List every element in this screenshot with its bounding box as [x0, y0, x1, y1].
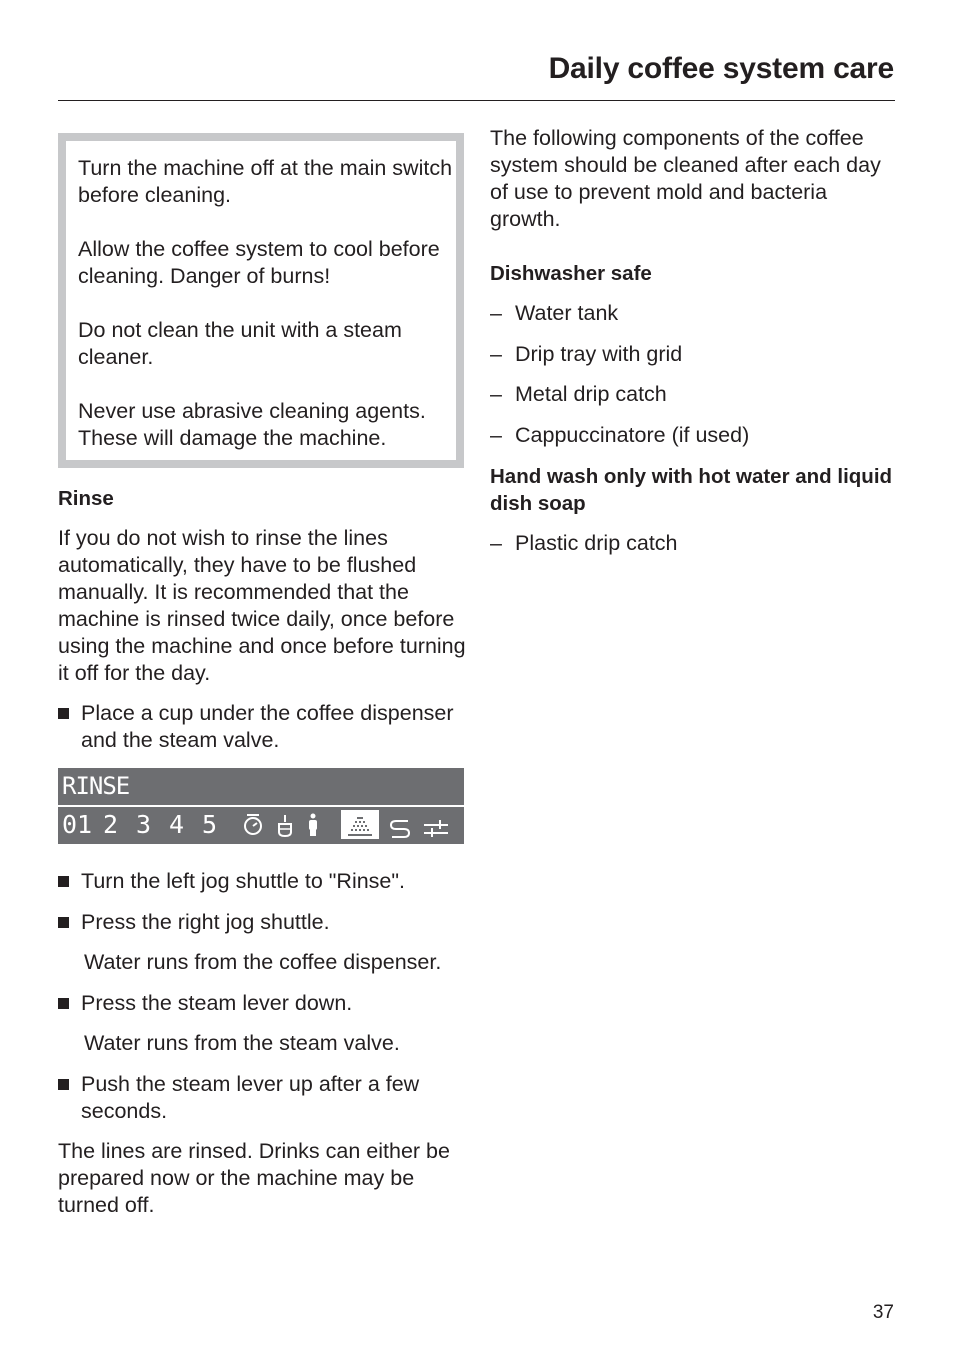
- warning-box: [58, 133, 464, 468]
- list-item-text: Water tank: [515, 301, 619, 325]
- list-item: [490, 422, 900, 449]
- handwash-list: [490, 530, 900, 557]
- list-item-text: Drip tray with grid: [515, 341, 683, 366]
- dash-marker: –: [490, 301, 502, 325]
- display-digit: 4: [169, 810, 185, 839]
- settings-sliders-icon: [422, 817, 450, 839]
- step-text: Place a cup under the coffee dispenser and the steam valve.: [81, 701, 454, 752]
- step-result: Water runs from the steam valve.: [84, 1031, 400, 1055]
- components-intro: The following components of the coffee system should be cleaned after each day of use to prevent mold and bacteria growth.: [490, 126, 881, 231]
- step-text: Push the steam lever up after a few seconds.: [81, 1071, 420, 1123]
- list-item-text: Cappuccinatore (if used): [515, 422, 750, 447]
- right-column: [490, 125, 900, 570]
- display-digit: 3: [136, 810, 152, 839]
- bullet-square-icon: [58, 998, 69, 1009]
- display-digit: 5: [202, 810, 218, 839]
- step-list: [58, 868, 468, 936]
- dash-marker: –: [490, 422, 502, 447]
- step-item: [58, 700, 468, 754]
- machine-display: [58, 768, 464, 844]
- dash-marker: –: [490, 530, 502, 555]
- list-item: [490, 341, 900, 368]
- pot-icon: [276, 813, 294, 837]
- display-menu-row: [58, 807, 464, 844]
- list-item: [490, 530, 900, 557]
- bullet-square-icon: [58, 708, 69, 719]
- list-item-text: Metal drip catch: [515, 382, 667, 406]
- timer-icon: [242, 813, 264, 837]
- list-item: [490, 381, 900, 408]
- list-item-text: Plastic drip catch: [515, 530, 678, 555]
- step-item: [58, 990, 468, 1017]
- step-item: [58, 868, 468, 895]
- warning-text: Allow the coffee system to cool before cleaning. Danger of burns!: [78, 237, 440, 288]
- person-icon: [306, 813, 320, 837]
- step-text: Turn the left jog shuttle to "Rinse".: [81, 869, 405, 893]
- left-column: [58, 133, 468, 1219]
- step-text: Press the steam lever down.: [81, 990, 353, 1015]
- dishwasher-list: [490, 300, 900, 449]
- step-item: [58, 1071, 468, 1125]
- display-digit: 01: [62, 810, 93, 839]
- bullet-square-icon: [58, 917, 69, 928]
- rinse-heading: Rinse: [58, 487, 114, 510]
- display-label: RINSE: [58, 768, 464, 807]
- bullet-square-icon: [58, 1079, 69, 1090]
- warning-text: Do not clean the unit with a steam cleaner.: [78, 318, 402, 369]
- rinse-intro: If you do not wish to rinse the lines automatically, they have to be flushed manually. It is recommended that the machine is rinsed twice daily, once before using the machine and once before turning it off for the day.: [58, 526, 466, 685]
- handwash-heading: Hand wash only with hot water and liquid dish soap: [490, 464, 893, 515]
- step-result: Water runs from the coffee dispenser.: [84, 950, 442, 974]
- step-list: [58, 700, 468, 754]
- warning-text: Never use abrasive cleaning agents. These will damage the machine.: [78, 399, 426, 450]
- step-text: Press the right jog shuttle.: [81, 909, 330, 934]
- warning-text: Turn the machine off at the main switch before cleaning.: [78, 156, 453, 207]
- step-list: [58, 990, 468, 1017]
- rinse-spray-icon: [346, 815, 374, 837]
- title-divider: [58, 100, 895, 101]
- rinse-outro: The lines are rinsed. Drinks can either be prepared now or the machine may be turned off.: [58, 1139, 450, 1217]
- page-number: 37: [872, 1302, 894, 1323]
- step-item: [58, 909, 468, 936]
- dash-marker: –: [490, 341, 502, 366]
- dishwasher-heading: Dishwasher safe: [490, 262, 652, 285]
- page-title: Daily coffee system care: [548, 52, 894, 85]
- step-list: [58, 1071, 468, 1125]
- display-digit: 2: [103, 810, 119, 839]
- dash-marker: –: [490, 382, 502, 406]
- steam-wave-icon: [388, 817, 412, 839]
- bullet-square-icon: [58, 876, 69, 887]
- list-item: [490, 300, 900, 327]
